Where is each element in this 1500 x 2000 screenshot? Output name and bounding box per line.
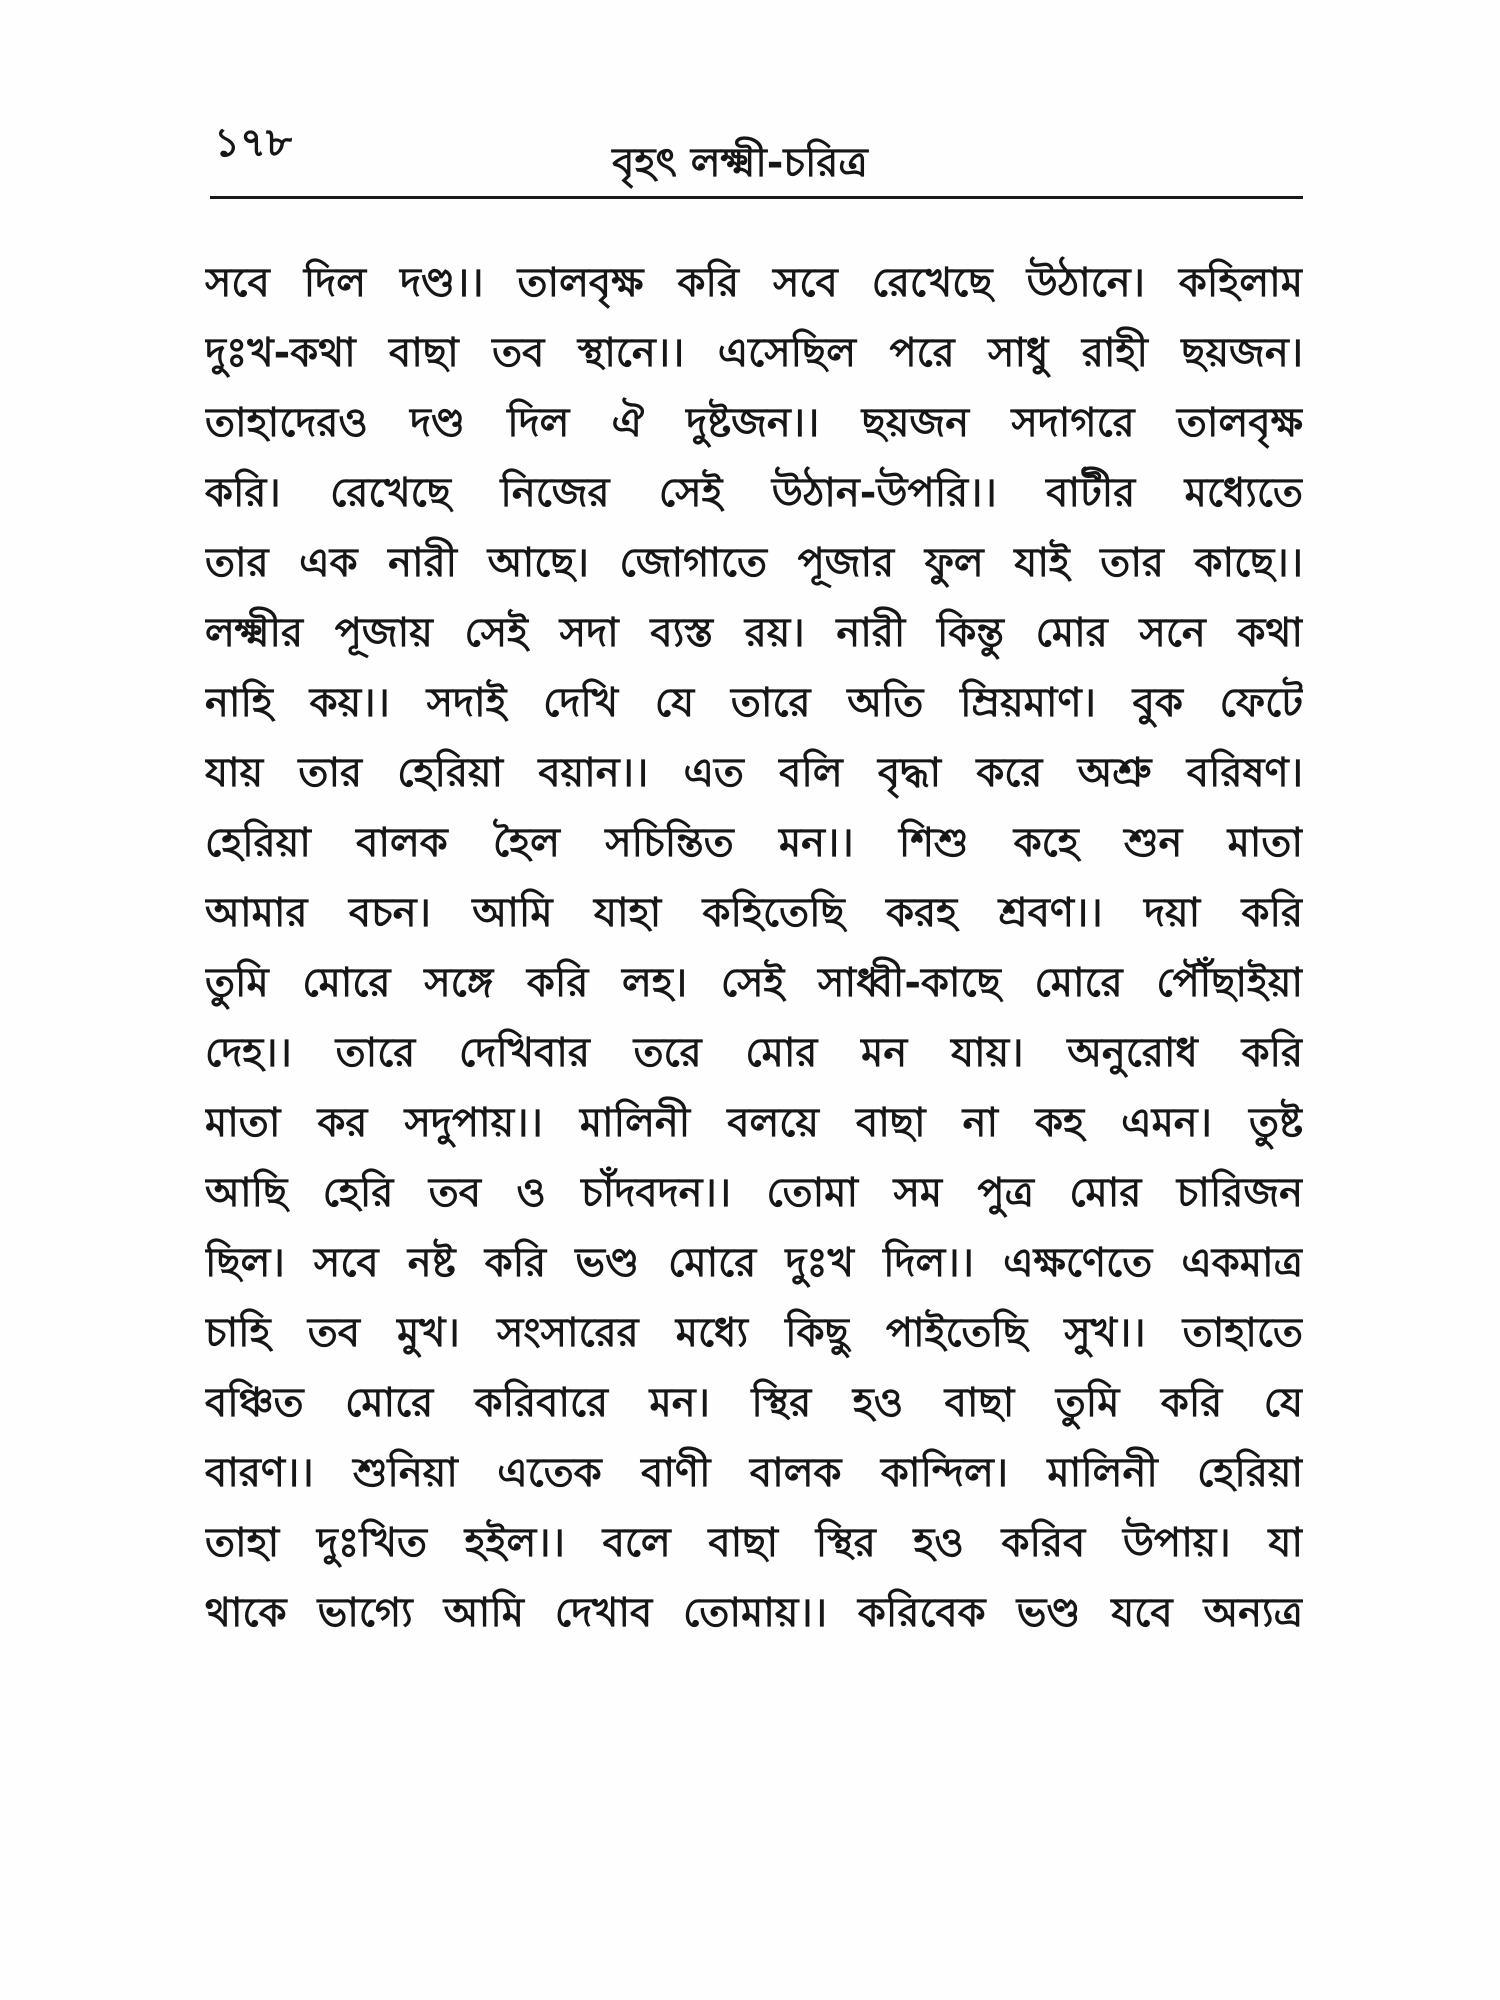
text-line: সবে দিল দণ্ড।। তালবৃক্ষ করি সবে রেখেছে উঠানে। কহিলাম: [205, 260, 1303, 306]
text-line: থাকে ভাগ্যে আমি দেখাব তোমায়।। করিবেক ভণ্ড যবে অন্যত্র: [205, 1590, 1303, 1636]
header-rule: [210, 196, 1303, 199]
text-line: তুমি মোরে সঙ্গে করি লহ। সেই সাধ্বী-কাছে মোরে পৌঁছাইয়া: [205, 960, 1303, 1006]
text-line: করি। রেখেছে নিজের সেই উঠান-উপরি।। বাটীর মধ্যেতে: [205, 470, 1303, 516]
text-line: তাহা দুঃখিত হইল।। বলে বাছা স্থির হও করিব উপায়। যা: [205, 1520, 1303, 1566]
text-line: যায় তার হেরিয়া বয়ান।। এত বলি বৃদ্ধা করে অশ্রু বরিষণ।: [205, 750, 1303, 796]
running-title: বৃহৎ লক্ষ্মী-চরিত্র: [612, 140, 868, 186]
text-line: ছিল। সবে নষ্ট করি ভণ্ড মোরে দুঃখ দিল।। এক্ষণেতে একমাত্র: [205, 1240, 1303, 1286]
text-line: দুঃখ-কথা বাছা তব স্থানে।। এসেছিল পরে সাধু রাহী ছয়জন।: [205, 330, 1303, 376]
text-line: তাহাদেরও দণ্ড দিল ঐ দুষ্টজন।। ছয়জন সদাগরে তালবৃক্ষ: [205, 400, 1303, 446]
text-line: আমার বচন। আমি যাহা কহিতেছি করহ শ্রবণ।। দয়া করি: [205, 890, 1303, 936]
text-line: লক্ষ্মীর পূজায় সেই সদা ব্যস্ত রয়। নারী কিন্তু মোর সনে কথা: [205, 610, 1303, 656]
text-line: চাহি তব মুখ। সংসারের মধ্যে কিছু পাইতেছি সুখ।। তাহাতে: [205, 1310, 1303, 1356]
text-line: হেরিয়া বালক হৈল সচিন্তিত মন।। শিশু কহে শুন মাতা: [205, 820, 1303, 866]
text-line: তার এক নারী আছে। জোগাতে পূজার ফুল যাই তার কাছে।।: [205, 540, 1303, 586]
text-line: মাতা কর সদুপায়।। মালিনী বলয়ে বাছা না কহ এমন। তুষ্ট: [205, 1100, 1303, 1146]
text-line: আছি হেরি তব ও চাঁদবদন।। তোমা সম পুত্র মোর চারিজন: [205, 1170, 1303, 1216]
text-line: নাহি কয়।। সদাই দেখি যে তারে অতি ম্রিয়মাণ। বুক ফেটে: [205, 680, 1303, 726]
body-text: [205, 248, 1303, 1648]
text-line: বারণ।। শুনিয়া এতেক বাণী বালক কান্দিল। মালিনী হেরিয়া: [205, 1450, 1303, 1496]
text-line: বঞ্চিত মোরে করিবারে মন। স্থির হও বাছা তুমি করি যে: [205, 1380, 1303, 1426]
text-line: দেহ।। তারে দেখিবার তরে মোর মন যায়। অনুরোধ করি: [205, 1030, 1303, 1076]
page-number: ১৭৮: [214, 120, 292, 166]
